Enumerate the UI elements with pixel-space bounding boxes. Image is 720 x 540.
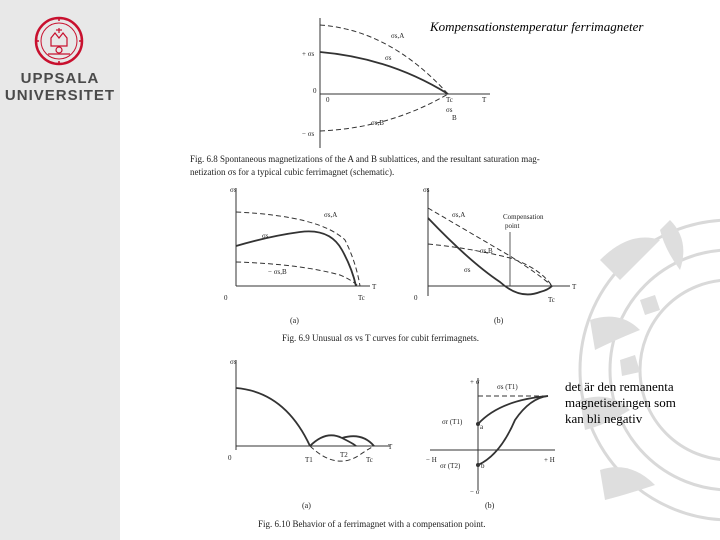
fig69b-minus-sigmaSB: − σs,B xyxy=(474,247,493,255)
fig610a-zero: 0 xyxy=(228,454,232,462)
fig610a-Tc: Tc xyxy=(366,456,373,464)
fig610b-sigmaR-T2: σr (T2) xyxy=(440,462,461,470)
note-line-1: det är den remanenta xyxy=(565,379,674,394)
fig610b-minus-H: − H xyxy=(426,456,437,464)
fig68-caption-1: Fig. 6.8 Spontaneous magnetizations of the A and B sublattices, and the resultant saturation mag- xyxy=(190,154,540,164)
fig610b-sigmaR-T1: σr (T1) xyxy=(442,418,463,426)
fig610a-T1: T1 xyxy=(305,456,313,464)
note-line-3: kan bli negativ xyxy=(565,411,643,426)
fig69b-T: T xyxy=(572,283,577,291)
fig610b-plus-sigma: + σ xyxy=(470,378,480,386)
fig69b-compensation-1: Compensation xyxy=(503,213,544,221)
fig68-B: B xyxy=(452,114,457,122)
fig610a-T: T xyxy=(388,443,393,451)
slide-title: Kompensationstemperatur ferrimagneter xyxy=(430,19,644,34)
figure-6-10a xyxy=(228,358,393,510)
fig69b-sigma-y: σs xyxy=(423,186,430,194)
fig68-sigmaS: σs xyxy=(385,54,392,62)
fig610a-label: (a) xyxy=(302,501,311,510)
fig68-T: T xyxy=(482,96,487,104)
fig68-Tc: Tc xyxy=(446,96,453,104)
fig68-sigmaSA: σs,A xyxy=(391,32,405,40)
fig610a-T2: T2 xyxy=(340,451,348,459)
fig69a-sigma-y: σs xyxy=(230,186,237,194)
fig69b-Tc: Tc xyxy=(548,296,555,304)
fig610-caption: Fig. 6.10 Behavior of a ferrimagnet with a compensation point. xyxy=(258,519,486,529)
fig68-origin: 0 xyxy=(326,96,330,104)
fig69a-zero: 0 xyxy=(224,294,228,302)
fig69b-sigmaS: σs xyxy=(464,266,471,274)
fig69b-sigmaSA: σs,A xyxy=(452,211,466,219)
fig69b-zero: 0 xyxy=(414,294,418,302)
fig610b-minus-sigma: − σ xyxy=(470,488,480,496)
figure-6-9a xyxy=(224,186,377,325)
note-line-2: magnetiseringen som xyxy=(565,395,676,410)
fig69a-T: T xyxy=(372,283,377,291)
slide-note xyxy=(565,379,705,427)
fig68-plus-sigma: + σs xyxy=(302,50,315,58)
logo-line-1: UPPSALA xyxy=(20,70,100,87)
fig610b-a: a xyxy=(480,423,484,431)
figure-6-8 xyxy=(190,18,540,177)
fig68-minus-sigma: − σs xyxy=(302,130,315,138)
fig69a-sigmaS: σs xyxy=(262,232,269,240)
figure-6-10b xyxy=(426,378,555,510)
fig69a-sigmaSA: σs,A xyxy=(324,211,338,219)
fig69a-label: (a) xyxy=(290,316,299,325)
fig69a-Tc: Tc xyxy=(358,294,365,302)
figure-6-9b xyxy=(414,186,577,325)
fig68-sigmaSB: σs,B xyxy=(371,119,384,127)
fig610b-plus-H: + H xyxy=(544,456,555,464)
fig69-caption: Fig. 6.9 Unusual σs vs T curves for cubit ferrimagnets. xyxy=(282,333,479,343)
fig610b-sigmaS-T1: σs (T1) xyxy=(497,383,518,391)
fig68-zero: 0 xyxy=(313,87,317,95)
logo-line-2: UNIVERSITET xyxy=(4,87,116,104)
fig69a-minus-sigmaSB: − σs,B xyxy=(268,268,287,276)
fig610a-sigma-y: σs xyxy=(230,358,237,366)
fig68-caption-2: netization σs for a typical cubic ferrimagnet (schematic). xyxy=(190,167,395,177)
fig68-sigmaSB-end: σs xyxy=(446,106,453,114)
fig610b-b: b xyxy=(481,462,485,470)
fig69b-compensation-2: point xyxy=(505,222,520,230)
fig69b-label: (b) xyxy=(494,316,504,325)
fig610b-label: (b) xyxy=(485,501,495,510)
